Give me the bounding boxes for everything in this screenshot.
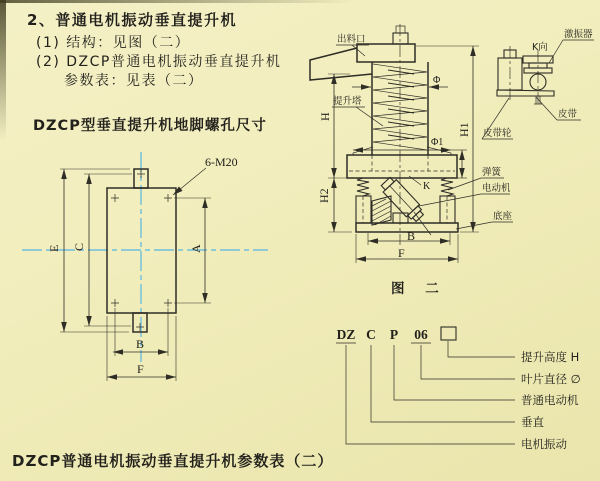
dim-h2-label: H2 xyxy=(317,188,331,203)
k-view-drawing xyxy=(482,28,594,139)
model-code-connectors xyxy=(346,341,515,444)
motor-bracket xyxy=(372,196,391,225)
outlet-label: 出料口 xyxy=(337,34,366,45)
dim-e-label: E xyxy=(47,244,61,252)
model-seg-06: 06 xyxy=(414,327,428,342)
meaning-motor-vibration: 电机振动 xyxy=(521,437,567,451)
trough-box xyxy=(347,155,457,178)
right-leg xyxy=(440,196,455,223)
dim-h-label: H xyxy=(318,112,332,121)
dim-b-label: B xyxy=(136,337,145,351)
anchor-plate-drawing xyxy=(22,152,268,381)
discharge-chute xyxy=(310,48,372,80)
bolt-spec-label: 6-M20 xyxy=(205,155,238,169)
meaning-ordinary-motor: 普通电动机 xyxy=(521,393,579,407)
belt-label: 皮带 xyxy=(558,109,578,120)
dim-phi1-label: Φ1 xyxy=(431,137,444,148)
exciter-label: 激振器 xyxy=(564,29,593,40)
k-direction-label: K xyxy=(423,181,431,192)
top-bolt xyxy=(393,33,408,44)
intro-item-structure: (1) 结构：见图（二） xyxy=(36,35,191,51)
dim-a-label: A xyxy=(189,244,203,253)
left-leg xyxy=(356,196,371,223)
spiral-bottom-flare xyxy=(353,147,451,155)
dim-f-label: F xyxy=(137,362,144,376)
motor-pedestal xyxy=(393,213,408,223)
dim-h1-label: H1 xyxy=(457,122,471,137)
trough-hidden-lines xyxy=(349,155,455,171)
section-heading: 2、普通电机振动垂直提升机 xyxy=(27,11,237,29)
meaning-lift-height: 提升高度 H xyxy=(521,350,580,364)
motor-label: 电动机 xyxy=(482,183,511,194)
bolt-spec-leader xyxy=(173,168,206,195)
dim-b-label: B xyxy=(407,229,416,243)
footer-table-title: DZCP普通电机振动垂直提升机参数表（二） xyxy=(12,452,334,470)
machine-drawing xyxy=(310,24,513,263)
intro-item-parameters-cont: 参数表：见表（二） xyxy=(64,73,204,89)
dim-phi-label: Φ xyxy=(433,75,441,86)
model-seg-dz: DZ xyxy=(336,327,356,342)
base-label: 底座 xyxy=(493,211,513,222)
model-seg-c: C xyxy=(366,327,376,342)
dim-c-label: C xyxy=(72,242,86,251)
anchor-plate-title: DZCP型垂直提升机地脚螺孔尺寸 xyxy=(33,118,267,134)
spiral-blades xyxy=(388,70,414,139)
k-view-direction-label: K向 xyxy=(532,42,548,53)
motor-leader xyxy=(419,194,510,206)
outlet-leader xyxy=(336,45,369,56)
spring-label: 弹簧 xyxy=(482,167,502,178)
left-spring xyxy=(357,178,369,196)
top-bolt-cap xyxy=(396,26,405,33)
dim-f-label: F xyxy=(398,246,405,260)
meaning-blade-diameter: 叶片直径 ∅ xyxy=(521,372,581,386)
discharge-head xyxy=(357,44,415,62)
belt xyxy=(497,90,554,96)
exciter-leader xyxy=(549,40,594,63)
intro-item-parameters: (2) DZCP普通电机振动垂直提升机 xyxy=(36,54,282,70)
vibration-motor xyxy=(379,175,426,224)
k-view-centerlines xyxy=(510,46,538,107)
figure-caption: 图 二 xyxy=(391,281,447,297)
model-seg-p: P xyxy=(389,327,399,342)
pulley-label: 皮带轮 xyxy=(483,128,512,139)
base-leader xyxy=(456,222,513,229)
right-spring xyxy=(441,178,453,196)
model-seg-placeholder-box xyxy=(441,327,456,340)
model-code-diagram xyxy=(336,327,581,451)
meaning-vertical: 垂直 xyxy=(521,415,544,429)
tower-label: 提升塔 xyxy=(333,96,362,107)
